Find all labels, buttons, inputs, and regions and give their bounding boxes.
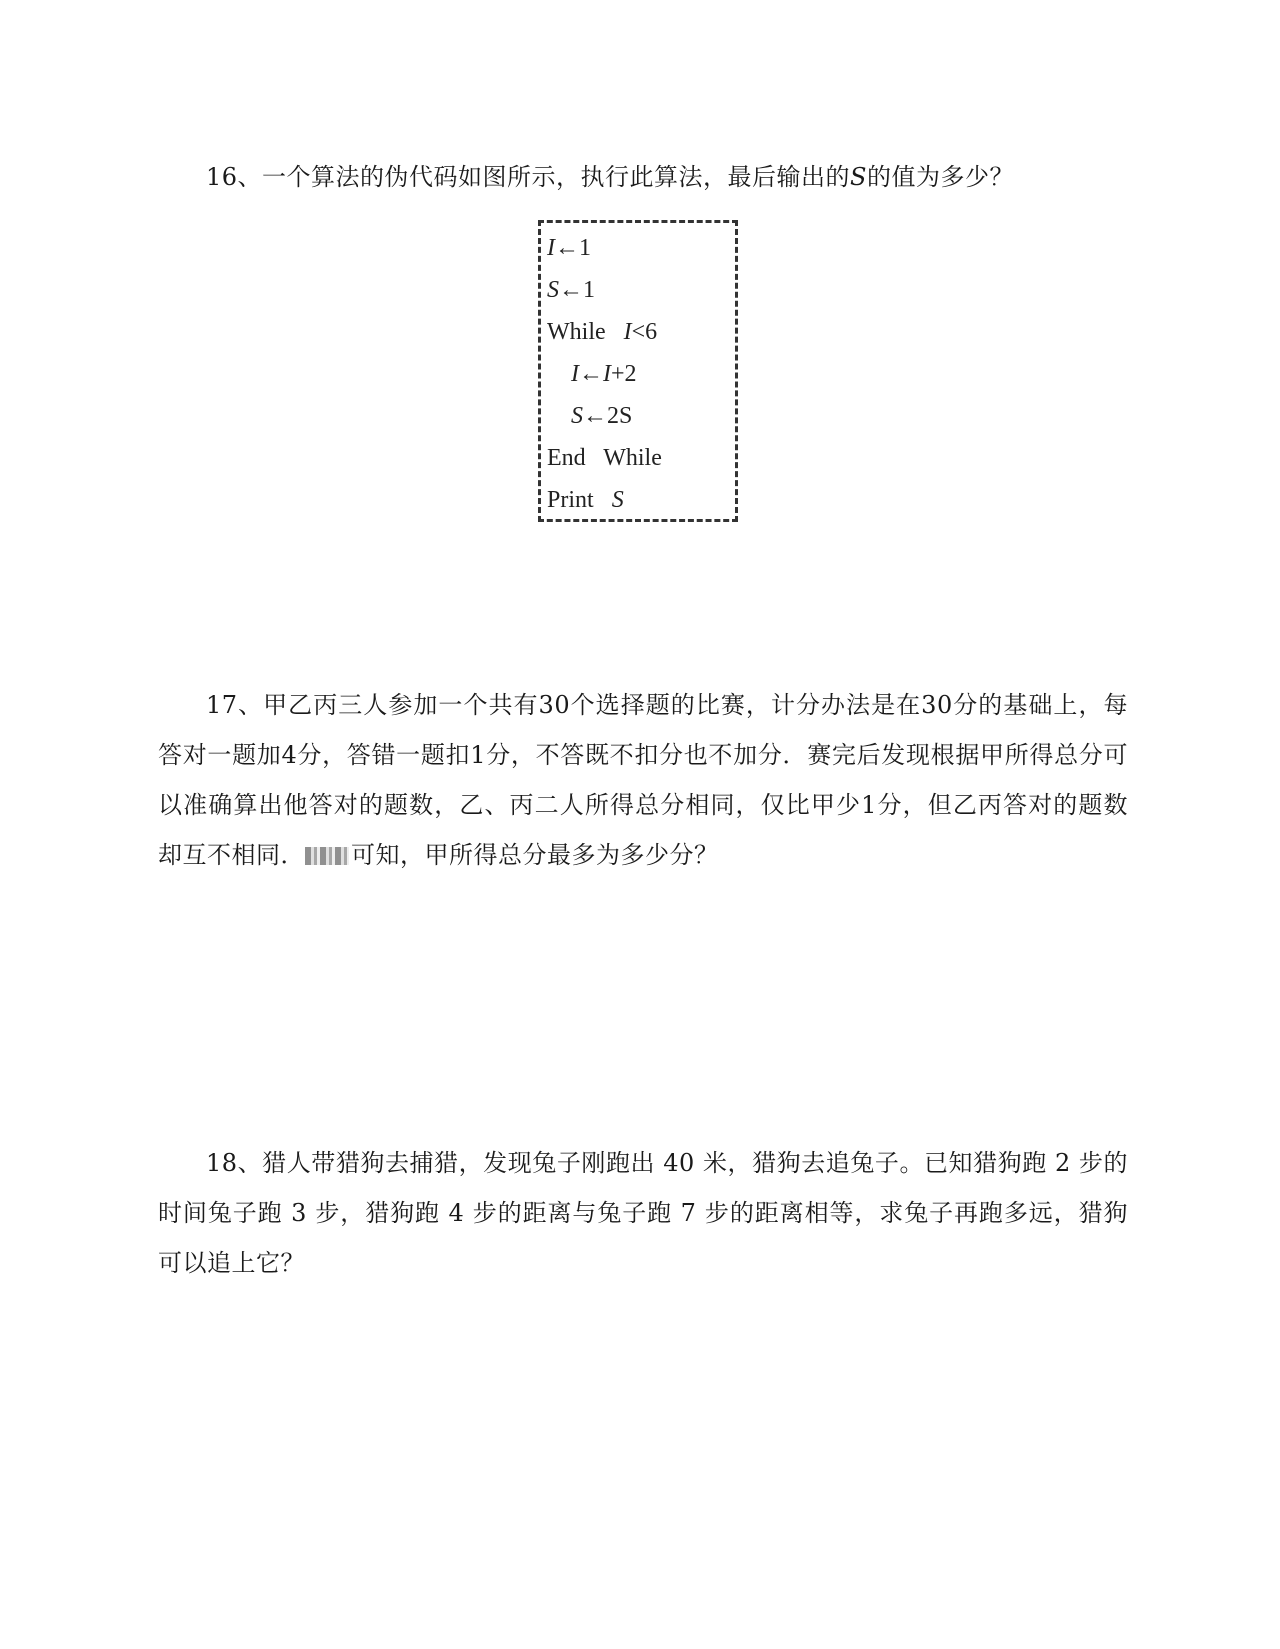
question-18-text [158,1138,1128,1288]
code-line-6: End While [547,445,662,471]
question-17-text [158,680,1128,880]
question-16-text-part-2: 的值为多少？ [867,163,1014,191]
question-17 [158,680,1128,880]
redaction-smudge [305,847,349,865]
question-16-text [158,152,1128,202]
pseudocode-box [538,220,738,522]
code-line-4: I←I+2 [571,361,637,387]
question-16 [158,152,1128,202]
question-17-text-part-1: 甲乙丙三人参加一个共有30个选择题的比赛，计分办法是在30分的基础上，每答对一题加4分，答错一题扣1分，不答既不扣分也不加分．赛完后发现根据甲所得总分可以准确算出他答对的题数，乙、丙二人所得总分相同，仅比甲少1分，但乙丙答对的题数却互不相同． [158,691,1128,869]
question-18-body: 猎人带猎狗去捕猎，发现兔子刚跑出 40 米，猎狗去追兔子。已知猎狗跑 2 步的时间兔子跑 3 步，猎狗跑 4 步的距离与兔子跑 7 步的距离相等，求兔子再跑多远，猎狗可以追上它？ [158,1149,1128,1277]
code-line-1: I←1 [547,235,591,261]
variable-s: S [850,163,867,191]
question-18 [158,1138,1128,1288]
question-17-number: 17、 [206,691,264,719]
code-line-5: S←2S [571,403,633,429]
code-line-2: S←1 [547,277,595,303]
question-17-text-part-2: 可知，甲所得总分最多为多少分？ [351,841,719,869]
question-18-number: 18、 [206,1149,263,1177]
question-16-text-part-1: 一个算法的伪代码如图所示，执行此算法，最后输出的 [262,163,851,191]
question-16-number: 16、 [206,163,263,191]
code-line-7: Print S [547,487,624,513]
code-line-3: While I<6 [547,319,658,345]
